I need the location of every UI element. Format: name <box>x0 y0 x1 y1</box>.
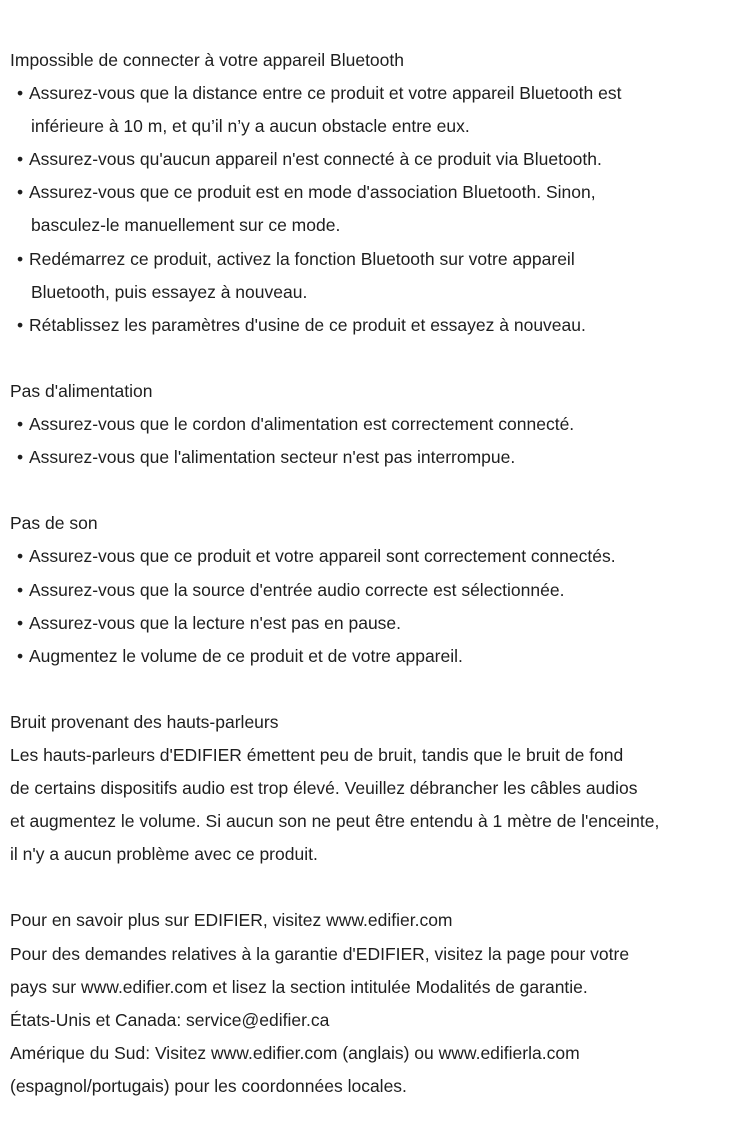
bullet-mark: • <box>17 414 24 435</box>
bullet-item <box>0 176 750 209</box>
contact-line: (espagnol/portugais) pour les coordonnées locales. <box>10 1075 407 1096</box>
bullet-mark: • <box>17 645 24 666</box>
bullet-item <box>0 143 750 176</box>
bullet-item <box>0 640 750 673</box>
section-heading-bluetooth: Impossible de connecter à votre appareil Bluetooth <box>10 50 404 70</box>
document-page <box>0 44 750 1103</box>
contact-line: Pour des demandes relatives à la garantie d'EDIFIER, visitez la page pour votre <box>10 943 630 964</box>
section-heading-power: Pas d'alimentation <box>10 380 153 401</box>
bullet-mark: • <box>17 579 24 600</box>
bullet-text: Assurez-vous qu'aucun appareil n'est connecté à ce produit via Bluetooth. <box>29 149 602 170</box>
section-spacer <box>0 673 750 706</box>
bullet-text: Augmentez le volume de ce produit et de votre appareil. <box>29 645 463 666</box>
bullet-mark: • <box>17 182 24 203</box>
bullet-text: Redémarrez ce produit, activez la fonction Bluetooth sur votre appareil <box>29 248 575 269</box>
bullet-item <box>0 540 750 573</box>
bullet-mark: • <box>17 248 24 269</box>
bullet-continuation: basculez-le manuellement sur ce mode. <box>31 215 341 236</box>
contact-line: États-Unis et Canada: service@edifier.ca <box>10 1009 330 1030</box>
section-spacer <box>0 342 750 375</box>
contact-line: Amérique du Sud: Visitez www.edifier.com (anglais) ou www.edifierla.com <box>10 1042 580 1063</box>
bullet-item <box>0 77 750 110</box>
bullet-text: Assurez-vous que la lecture n'est pas en pause. <box>29 612 402 633</box>
bullet-text: Rétablissez les paramètres d'usine de ce produit et essayez à nouveau. <box>29 314 586 335</box>
bullet-continuation: inférieure à 10 m, et qu’il n’y a aucun obstacle entre eux. <box>31 116 470 137</box>
bullet-mark: • <box>17 149 24 170</box>
contact-line: pays sur www.edifier.com et lisez la section intitulée Modalités de garantie. <box>10 976 588 997</box>
bullet-item <box>0 309 750 342</box>
bullet-mark: • <box>17 546 24 567</box>
contact-line: Pour en savoir plus sur EDIFIER, visitez www.edifier.com <box>10 910 453 931</box>
bullet-item <box>0 607 750 640</box>
section-spacer <box>0 871 750 904</box>
bullet-item <box>0 408 750 441</box>
paragraph-line: Les hauts-parleurs d'EDIFIER émettent peu de bruit, tandis que le bruit de fond <box>10 744 624 765</box>
bullet-mark: • <box>17 612 24 633</box>
bullet-item <box>0 441 750 474</box>
bullet-mark: • <box>17 447 24 468</box>
section-spacer <box>0 474 750 507</box>
bullet-text: Assurez-vous que la distance entre ce produit et votre appareil Bluetooth est <box>29 83 622 104</box>
bullet-text: Assurez-vous que l'alimentation secteur n'est pas interrompue. <box>29 447 516 468</box>
bullet-mark: • <box>17 314 24 335</box>
bullet-text: Assurez-vous que ce produit est en mode d'association Bluetooth. Sinon, <box>29 182 596 203</box>
bullet-text: Assurez-vous que la source d'entrée audio correcte est sélectionnée. <box>29 579 565 600</box>
bullet-text: Assurez-vous que le cordon d'alimentation est correctement connecté. <box>29 414 575 435</box>
section-heading-noise: Bruit provenant des hauts-parleurs <box>10 711 279 732</box>
bullet-text: Assurez-vous que ce produit et votre appareil sont correctement connectés. <box>29 546 616 567</box>
paragraph-line: de certains dispositifs audio est trop élevé. Veuillez débrancher les câbles audios <box>10 778 638 799</box>
bullet-mark: • <box>17 83 24 104</box>
section-heading-sound: Pas de son <box>10 513 98 534</box>
paragraph-line: il n'y a aucun problème avec ce produit. <box>10 844 318 865</box>
bullet-item <box>0 574 750 607</box>
bullet-continuation: Bluetooth, puis essayez à nouveau. <box>31 281 308 302</box>
paragraph-line: et augmentez le volume. Si aucun son ne peut être entendu à 1 mètre de l'enceinte, <box>10 811 660 832</box>
bullet-item <box>0 243 750 276</box>
